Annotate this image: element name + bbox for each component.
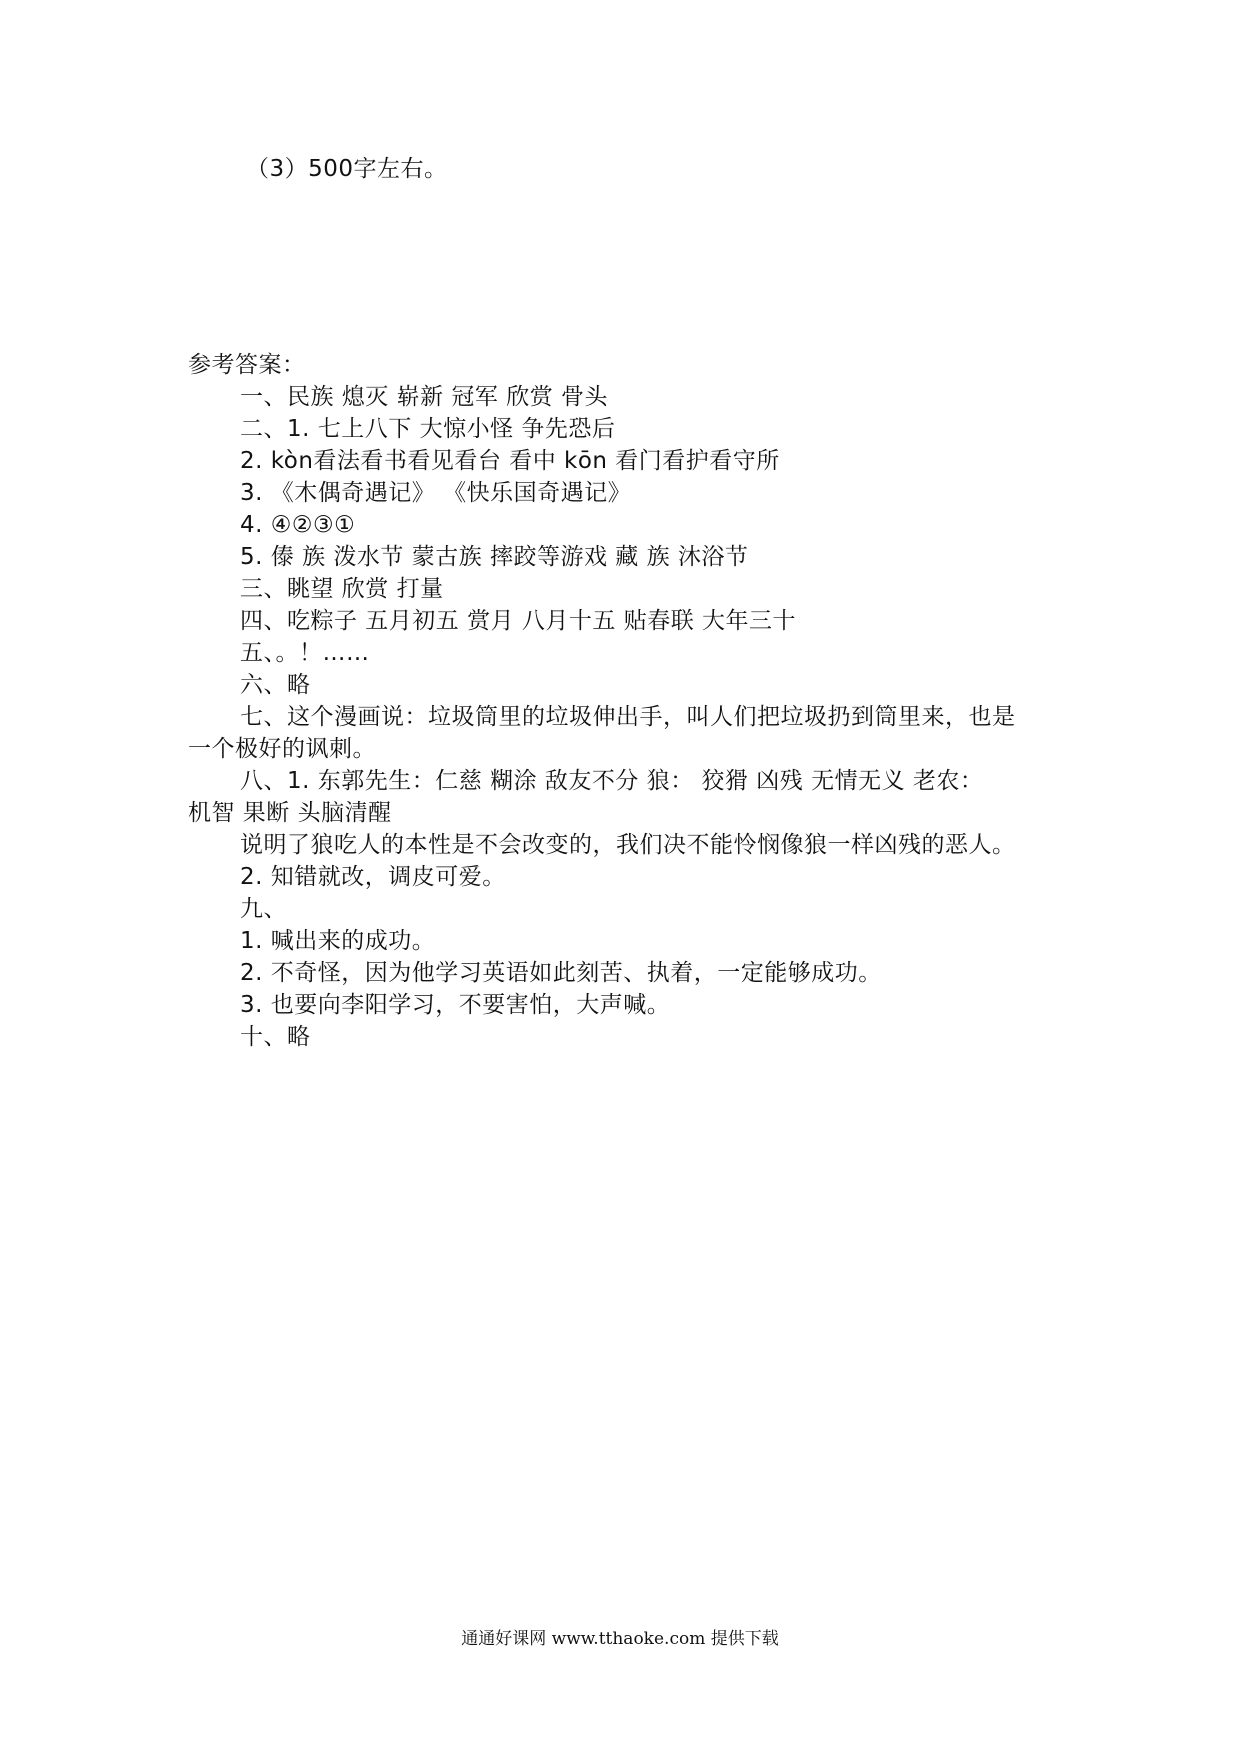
answer-line: 3. 也要向李阳学习，不要害怕，大声喊。 (240, 992, 671, 1018)
answer-line: 说明了狼吃人的本性是不会改变的，我们决不能怜悯像狼一样凶残的恶人。 (240, 832, 1016, 858)
answer-line: 七、这个漫画说：垃圾筒里的垃圾伸出手，叫人们把垃圾扔到筒里来，也是 (240, 704, 1016, 730)
intro-line: （3）500字左右。 (246, 156, 448, 182)
answer-line: 四、吃粽子 五月初五 赏月 八月十五 贴春联 大年三十 (240, 608, 797, 634)
answer-line: 2. kòn看法看书看见看台 看中 kōn 看门看护看守所 (240, 448, 780, 474)
answer-line: 二、1. 七上八下 大惊小怪 争先恐后 (240, 416, 616, 442)
answer-line: 5. 傣 族 泼水节 蒙古族 摔跤等游戏 藏 族 沐浴节 (240, 544, 749, 570)
answer-line: 2. 知错就改，调皮可爱。 (240, 864, 506, 890)
answer-line: 2. 不奇怪，因为他学习英语如此刻苦、执着，一定能够成功。 (240, 960, 882, 986)
page-footer: 通通好课网 www.tthaoke.com 提供下载 (461, 1629, 779, 1649)
answer-line: 五、。！…… (240, 640, 370, 666)
answer-line: 八、1. 东郭先生：仁慈 糊涂 敌友不分 狼： 狡猾 凶残 无情无义 老农： (240, 768, 984, 794)
answer-line: 1. 喊出来的成功。 (240, 928, 436, 954)
answer-heading: 参考答案： (188, 352, 306, 378)
answer-line: 三、眺望 欣赏 打量 (240, 576, 444, 602)
answer-line: 九、 (240, 896, 287, 922)
answer-line: 4. ④②③① (240, 512, 356, 538)
answer-line: 一、民族 熄灭 崭新 冠军 欣赏 骨头 (240, 384, 609, 410)
answer-line: 十、略 (240, 1024, 311, 1050)
answer-line-continuation: 机智 果断 头脑清醒 (188, 800, 392, 826)
answer-line: 3. 《木偶奇遇记》 《快乐国奇遇记》 (240, 480, 632, 506)
answer-line-continuation: 一个极好的讽刺。 (188, 736, 376, 762)
answer-line: 六、略 (240, 672, 311, 698)
